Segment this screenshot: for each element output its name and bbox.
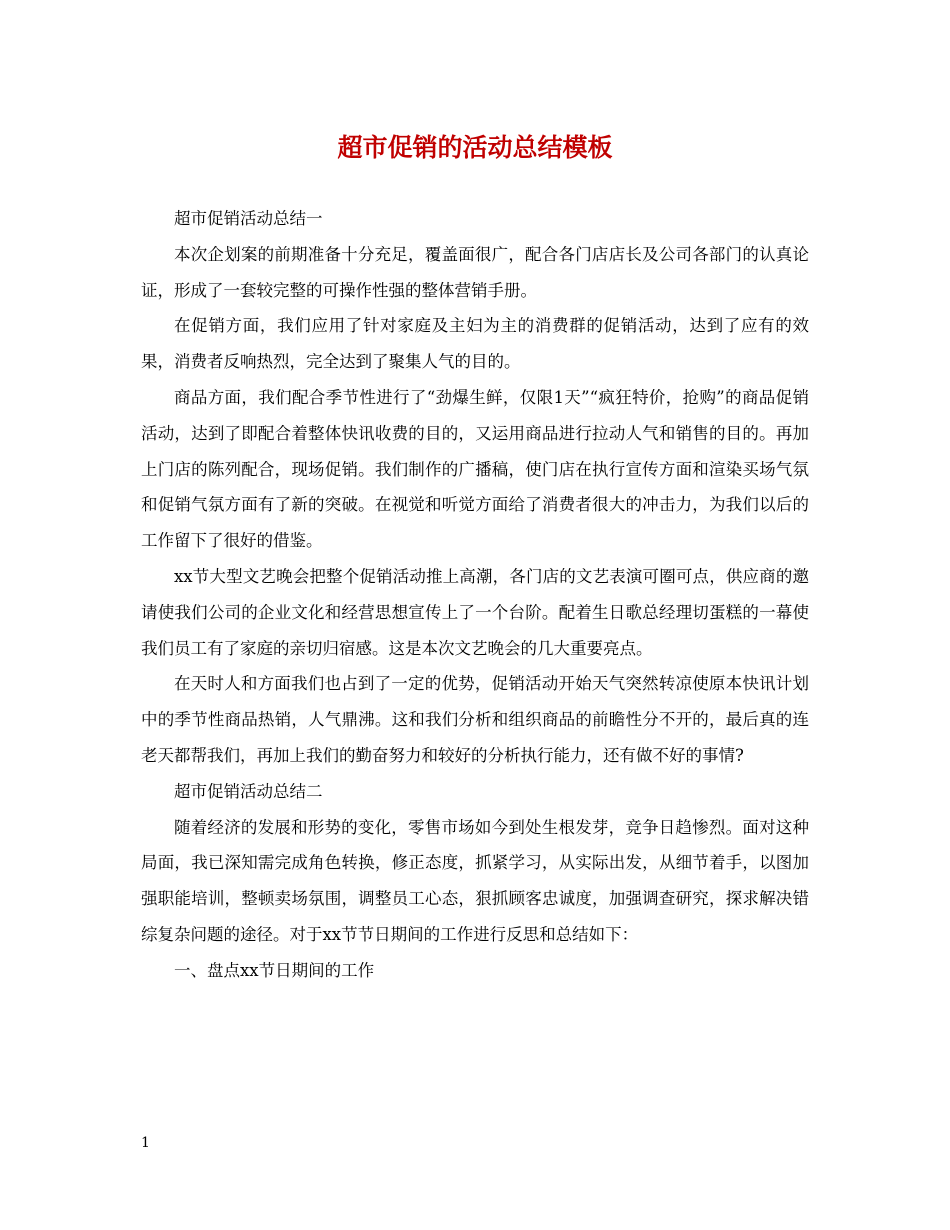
paragraph: 随着经济的发展和形势的变化，零售市场如今到处生根发芽，竞争日趋惨烈。面对这种局面，我已深知需完成角色转换，修正态度，抓紧学习，从实际出发，从细节着手，以图加强职能培训，整顿卖场氛围，调整员工心态，狠抓顾客忠诚度，加强调查研究，探求解决错综复杂问题的途径。对于xx节节日期间的工作进行反思和总结如下： <box>141 817 809 944</box>
page-number: 1 <box>141 1135 150 1151</box>
document-body <box>141 201 809 989</box>
section-heading-1: 超市促销活动总结一 <box>174 209 323 228</box>
paragraph: 在天时人和方面我们也占到了一定的优势，促销活动开始天气突然转凉使原本快讯计划中的季节性商品热销，人气鼎沸。这和我们分析和组织商品的前瞻性分不开的，最后真的连老天都帮我们，再加上我们的勤奋努力和较好的分析执行能力，还有做不好的事情? <box>141 674 809 765</box>
paragraph: 本次企划案的前期准备十分充足，覆盖面很广，配合各门店店长及公司各部门的认真论证，形成了一套较完整的可操作性强的整体营销手册。 <box>141 244 809 300</box>
paragraph: 在促销方面，我们应用了针对家庭及主妇为主的消费群的促销活动，达到了应有的效果，消费者反响热烈，完全达到了聚集人气的目的。 <box>141 316 809 372</box>
section-heading-2: 超市促销活动总结二 <box>174 781 323 801</box>
paragraph: 商品方面，我们配合季节性进行了“劲爆生鲜，仅限1天”“疯狂特价，抢购”的商品促销活动，达到了即配合着整体快讯收费的目的，又运用商品进行拉动人气和销售的目的。再加上门店的陈列配合，现场促销。我们制作的广播稿，使门店在执行宣传方面和渲染买场气氛和促销气氛方面有了新的突破。在视觉和听觉方面给了消费者很大的冲击力，为我们以后的工作留下了很好的借鉴。 <box>141 387 809 551</box>
paragraph: xx节大型文艺晚会把整个促销活动推上高潮，各门店的文艺表演可圈可点，供应商的邀请使我们公司的企业文化和经营思想宣传上了一个台阶。配着生日歌总经理切蛋糕的一幕使我们员工有了家庭的亲切归宿感。这是本次文艺晚会的几大重要亮点。 <box>141 566 809 658</box>
document-title: 超市促销的活动总结模板 <box>337 133 613 162</box>
subsection-heading: 一、盘点xx节日期间的工作 <box>174 960 375 980</box>
